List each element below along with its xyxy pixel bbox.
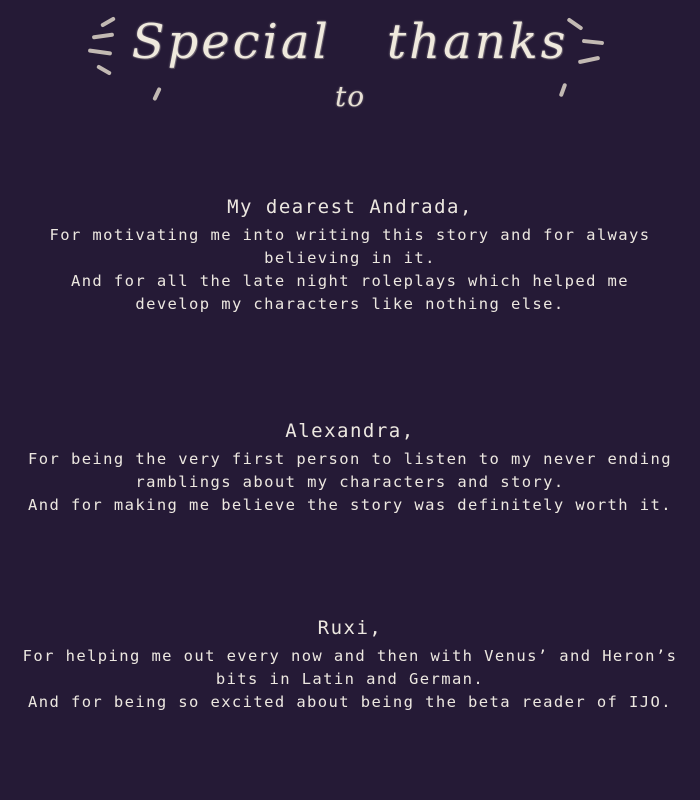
- section-line: For being the very first person to listen to my never ending: [28, 450, 672, 468]
- section-line: And for being so excited about being the beta reader of IJO.: [28, 693, 672, 711]
- section-line: And for making me believe the story was definitely worth it.: [28, 496, 672, 514]
- section-line: ramblings about my characters and story.: [135, 473, 565, 491]
- section-line: develop my characters like nothing else.: [135, 295, 565, 313]
- section-line: For helping me out every now and then with Venus’ and Heron’s: [22, 647, 678, 665]
- thanks-section: [0, 420, 700, 517]
- heading-main: [0, 14, 700, 70]
- heading-main-right: thanks: [386, 14, 569, 70]
- section-line: believing in it.: [264, 249, 436, 267]
- section-name: Alexandra,: [285, 420, 415, 442]
- section-name: Ruxi,: [317, 617, 383, 639]
- section-line: And for all the late night roleplays which helped me: [70, 272, 630, 290]
- section-line: bits in Latin and German.: [215, 670, 485, 688]
- thanks-section: [0, 617, 700, 714]
- heading-sub: to: [334, 80, 366, 113]
- heading-main-left: Special: [131, 14, 331, 70]
- section-name: My dearest Andrada,: [227, 196, 473, 218]
- section-line: For motivating me into writing this story and for always: [49, 226, 651, 244]
- thanks-section: [0, 196, 700, 316]
- page-heading: [0, 0, 700, 160]
